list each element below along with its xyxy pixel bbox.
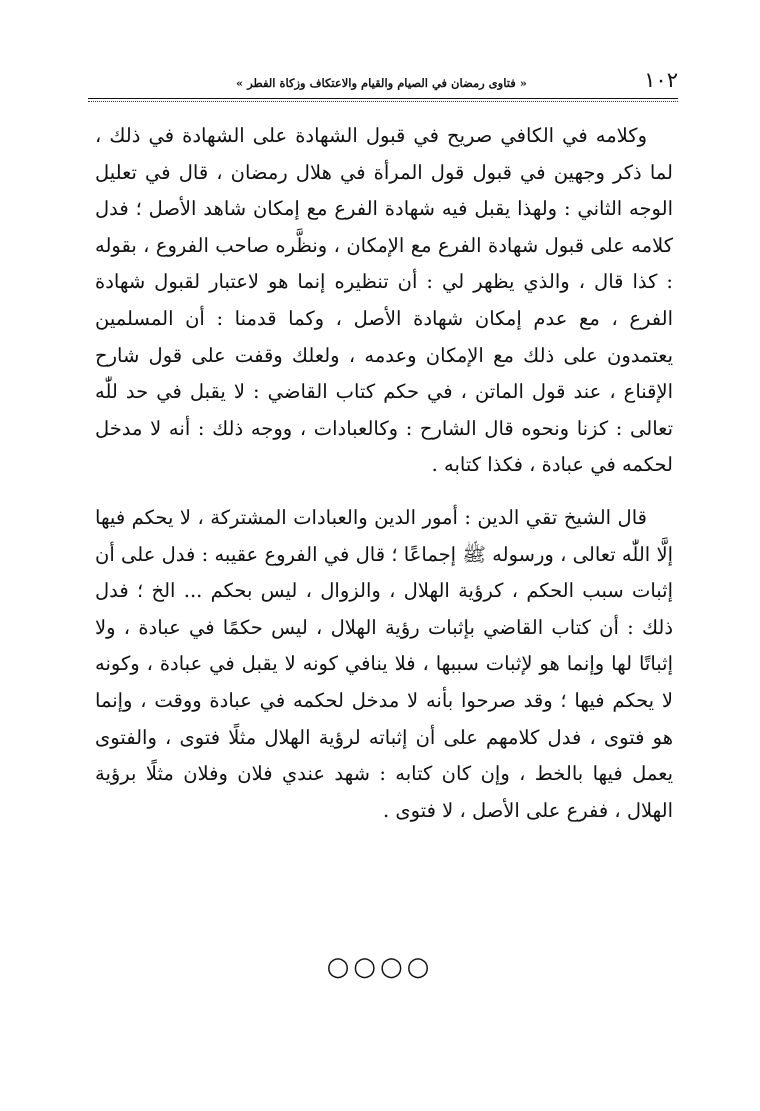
page-header xyxy=(88,66,678,96)
paragraph-1: وكلامه في الكافي صريح في قبول الشهادة على الشهادة في ذلك ، لما ذكر وجهين في قبول قول المرأة في هلال رمضان ، قال في تعليل الوجه الثاني : ولهذا يقبل فيه شهادة الفرع مع إمكان شاهد الأصل ؛ فدل كلامه على قبول شهادة الفرع مع الإمكان ، ونظَّره صاحب الفروع ، بقوله : كذا قال ، والذي يظهر لي : أن تنظيره إنما هو لاعتبار لقبول شهادة الفرع ، مع عدم إمكان شهادة الأصل ، وكما قدمنا : أن المسلمين يعتمدون على ذلك مع الإمكان وعدمه ، ولعلك وقفت على قول شارح الإقناع ، عند قول الماتن ، في حكم كتاب القاضي : لا يقبل في حد للّٰه تعالى : كزنا ونحوه قال الشارح : وكالعبادات ، ووجه ذلك : أنه لا مدخل لحكمه في عبادة ، فكذا كتابه . xyxy=(95,124,673,477)
page-number: ١٠٢ xyxy=(644,68,678,92)
body-text xyxy=(95,118,673,829)
running-title: « فتاوى رمضان في الصيام والقيام والاعتكاف وزكاة الفطر » xyxy=(236,76,527,90)
paragraph-2: قال الشيخ تقي الدين : أمور الدين والعبادات المشتركة ، لا يحكم فيها إلَّا اللّٰه تعالى ، ورسوله ﷺ إجماعًا ؛ قال في الفروع عقيبه : فدل على أن إثبات سبب الحكم ، كرؤية الهلال ، والزوال ، ليس بحكم ... الخ ؛ فدل ذلك : أن كتاب القاضي بإثبات رؤية الهلال ، ليس حكمًا في عبادة ، ولا إثباتًا لها وإنما هو لإثبات سببها ، فلا ينافي كونه لا يقبل في عبادة ، وكونه لا يحكم فيها ؛ وقد صرحوا بأنه لا مدخل لحكمه في عبادة ووقت ، وإنما هو فتوى ، فدل كلامهم على أن إثباته لرؤية الهلال مثلًا فتوى ، والفتوى يعمل فيها بالخط ، وإن كان كتابه : شهد عندي فلان وفلان مثلًا برؤية الهلال ، ففرع على الأصل ، لا فتوى . xyxy=(95,505,673,822)
header-rule xyxy=(88,98,678,99)
header-rule-dotted xyxy=(88,101,678,102)
section-end-ornament: ○○○○ xyxy=(326,952,434,982)
